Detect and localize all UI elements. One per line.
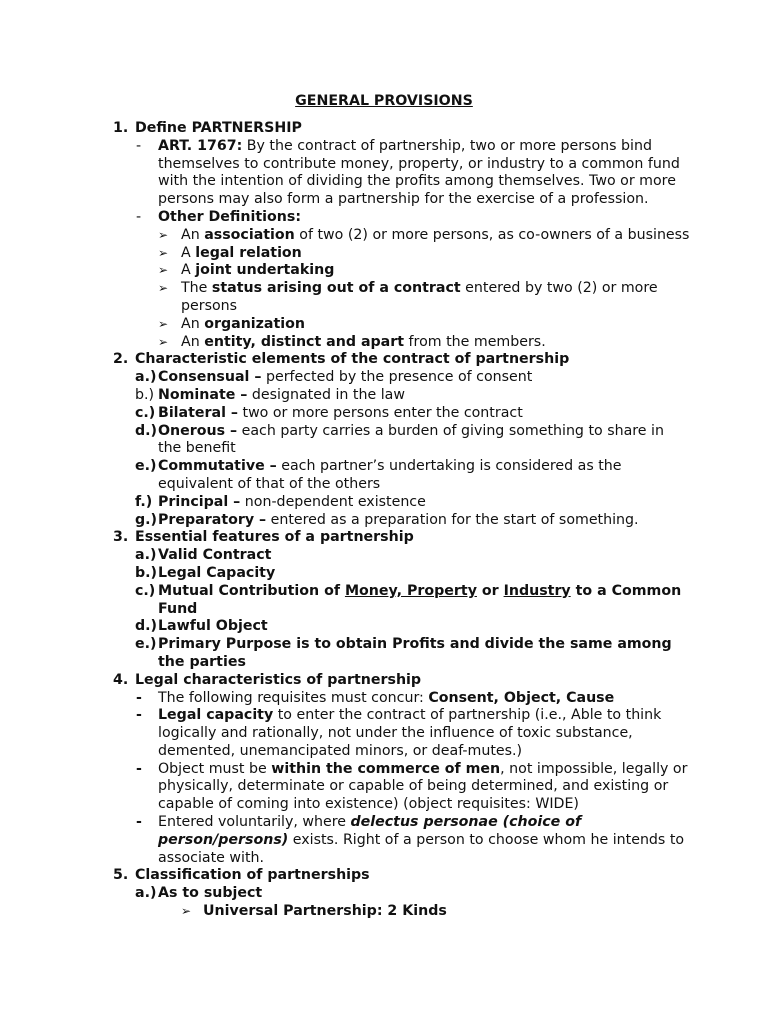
article-label: ART. 1767: — [158, 137, 243, 154]
arrow-bullet-icon: ➢ — [158, 281, 169, 296]
section-title: Characteristic elements of the contract of partnership — [135, 351, 570, 368]
list-item: b.) Nominate – designated in the law — [135, 386, 405, 403]
list-item: ➢ An organization — [158, 315, 305, 332]
list-item: - Legal capacity to enter the contract of partnership (i.e., Able to think — [136, 707, 662, 724]
dash-bullet: - — [136, 137, 142, 154]
document-body: 1. Define PARTNERSHIP - ART. 1767: By the contract of partnership, two or more persons bind themselves to contribute money, property, or industry to a common fund with the intention of dividing the profits among themselves. Two or more persons may also form a partnership for the exercise of a profession. - Other Definitions: ➢ An association of two (2) or more persons, as co-owners of a business ➢ A legal relation ➢ A joint undertaking ➢ The status arising out of a contract entered by two (2) or more persons ➢ An organization ➢ An entity, distinct and apart from the members. 2. Characteristic elements of the contract of partnership a.) Consensual – perfected by the presence of consent b.) Nominate – designated in the law c.) Bilateral – two or more persons enter the contract d.) Onerous – each party carries a burden of giving something to share in the benefit e.) Commutative – each partner’s undertaking is considered as the equivalent of that of the others f.) Principal – non-dependent existence g.) Preparatory – entered as a preparation for the start of something. 3. Essential features of a partnership a.) Valid Contract b.) Legal Capacity c.) Mutual Contribution of Money, Property or Industry to a Common Fund d.) Lawful Object e.) Primary Purpose is to obtain Profits and divide the same among the parties 4. Legal characteristics of partnership - The following requisites must concur: Consent, Object, Cause - Legal capacity to enter the contract of partnership (i.e., Able to think logically and rationally, not under the influence of toxic substance, demented, unemancipated minors, or deaf-mutes.) - Object must be within the commerce of men, not impossible, legally or physically, determinate or capable of being determined, and existing or capable of coming into existence) (object requisites: WIDE) - Entered voluntarily, where delectus personae (choice of person/persons) exists. Right of a person to choose whom he intends to associate with. 5. Classification of partnerships a.) As to subject ➢ Universal Partnership: 2 Kinds — [0, 120, 768, 921]
section-heading — [0, 529, 768, 547]
list-item — [0, 209, 768, 227]
article-text: By the contract of partnership, two or more persons bind — [242, 137, 652, 154]
article-text: themselves to contribute money, property, or industry to a common fund — [158, 155, 680, 172]
section-number: 1. — [113, 120, 129, 136]
list-item: ➢ Universal Partnership: 2 Kinds — [181, 903, 447, 920]
dash-bullet: - — [136, 689, 142, 706]
section-heading — [0, 867, 768, 885]
list-item: - Object must be within the commerce of men, not impossible, legally or — [136, 760, 688, 777]
section-number: 2. — [113, 351, 129, 368]
list-item: d.) Lawful Object — [135, 618, 268, 635]
list-item: e.) Primary Purpose is to obtain Profits and divide the same among — [135, 636, 672, 653]
list-item: ➢ The status arising out of a contract entered by two (2) or more — [158, 280, 658, 297]
arrow-bullet-icon: ➢ — [158, 316, 169, 331]
section-title: Legal characteristics of partnership — [135, 671, 422, 688]
dash-bullet: - — [136, 760, 142, 777]
list-item: a.) Consensual – perfected by the presence of consent — [135, 369, 533, 386]
section-title: Essential features of a partnership — [135, 529, 414, 546]
list-item: d.) Onerous – each party carries a burden of giving something to share in — [135, 422, 664, 439]
list-item: c.) Mutual Contribution of Money, Property or Industry to a Common — [135, 582, 682, 599]
section-number: 5. — [113, 867, 129, 884]
arrow-bullet-icon: ➢ — [158, 227, 169, 242]
list-item: e.) Commutative – each partner’s undertaking is considered as the — [135, 458, 622, 475]
section-title: Define PARTNERSHIP — [135, 120, 302, 136]
list-item: ➢ An association of two (2) or more persons, as co-owners of a business — [158, 226, 690, 243]
section-heading — [0, 120, 768, 138]
dash-bullet: - — [136, 814, 142, 831]
section-heading — [0, 672, 768, 690]
list-item: b.) Legal Capacity — [135, 564, 276, 581]
arrow-bullet-icon: ➢ — [181, 904, 192, 919]
list-item: ➢ A joint undertaking — [158, 262, 335, 279]
list-item: ➢ A legal relation — [158, 244, 302, 261]
list-item: c.) Bilateral – two or more persons enter the contract — [135, 404, 523, 421]
list-item: a.) Valid Contract — [135, 547, 272, 564]
dash-bullet: - — [136, 208, 142, 225]
list-item: a.) As to subject — [135, 885, 263, 902]
article-text: with the intention of dividing the profits among themselves. Two or more — [158, 173, 676, 190]
section-title: Classification of partnerships — [135, 867, 370, 884]
arrow-bullet-icon: ➢ — [158, 334, 169, 349]
list-item: ➢ An entity, distinct and apart from the members. — [158, 333, 546, 350]
section-heading — [0, 351, 768, 369]
list-item: - The following requisites must concur: Consent, Object, Cause — [136, 689, 615, 706]
list-item: f.) Principal – non-dependent existence — [135, 493, 426, 510]
arrow-bullet-icon: ➢ — [158, 245, 169, 260]
list-item: g.) Preparatory – entered as a preparation for the start of something. — [135, 511, 639, 528]
arrow-bullet-icon: ➢ — [158, 263, 169, 278]
list-item — [0, 138, 768, 156]
section-number: 4. — [113, 671, 129, 688]
section-number: 3. — [113, 529, 129, 546]
page-title: GENERAL PROVISIONS — [295, 93, 473, 109]
article-text: persons may also form a partnership for the exercise of a profession. — [158, 191, 649, 208]
subheading: Other Definitions: — [158, 208, 301, 225]
dash-bullet: - — [136, 707, 142, 724]
list-item: - Entered voluntarily, where delectus personae (choice of — [136, 814, 582, 831]
